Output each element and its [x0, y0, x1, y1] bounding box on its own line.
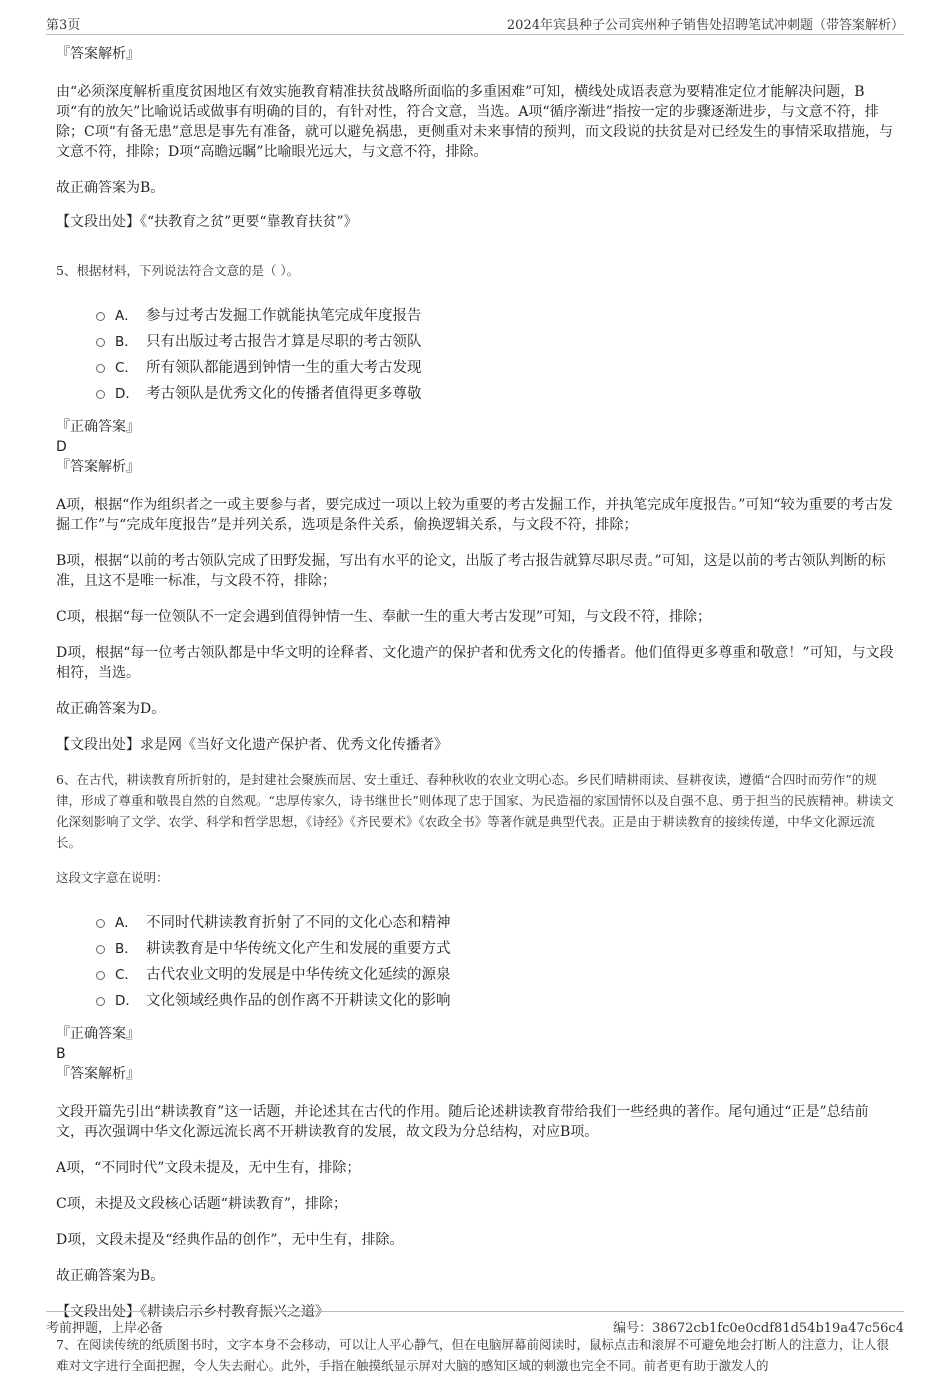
radio-icon[interactable] [96, 945, 105, 954]
radio-icon[interactable] [96, 364, 105, 373]
q5-analysis-b: B项，根据“以前的考古领队完成了田野发掘，写出有水平的论文，出版了考古报告就算尽职尽责。”可知，这是以前的考古领队判断的标准，且这不是唯一标准，与文段不符，排除； [56, 553, 886, 589]
q5-option-d[interactable] [96, 381, 894, 407]
q5-correct-answer: D [56, 439, 67, 455]
q6-correct-answer: B [56, 1046, 66, 1062]
q5-option-c[interactable] [96, 355, 894, 381]
q5-options [96, 303, 894, 407]
document-id: 编号：38672cb1fc0e0cdf81d54b19a47c56c4 [613, 1321, 904, 1336]
q6-analysis-a: A项，“不同时代”文段未提及，无中生有，排除； [56, 1160, 361, 1176]
q5-analysis-d: D项，根据“每一位考古领队都是中华文明的诠释者、文化遗产的保护者和优秀文化的传播者。他们值得更多尊重和敬意！”可知，与文段相符，当选。 [56, 645, 894, 681]
option-letter: C． [115, 967, 138, 983]
option-text: 文化领域经典作品的创作离不开耕读文化的影响 [146, 993, 451, 1009]
q6-analysis-label: 『答案解析』 [56, 1066, 140, 1082]
option-text: 考古领队是优秀文化的传播者值得更多尊敬 [146, 386, 422, 402]
q5-option-a[interactable] [96, 303, 894, 329]
q5-analysis-c: C项，根据“每一位领队不一定会遇到值得钟情一生、奉献一生的重大考古发现”可知，与文段不符，排除； [56, 609, 712, 625]
footer-slogan: 考前押题，上岸必备 [46, 1321, 164, 1336]
radio-icon[interactable] [96, 338, 105, 347]
q4-source: 【文段出处】《“扶教育之贫”更要“靠教育扶贫”》 [56, 214, 358, 230]
q6-analysis-c: C项，未提及文段核心话题“耕读教育”，排除； [56, 1196, 348, 1212]
document-body [56, 44, 894, 1388]
radio-icon[interactable] [96, 919, 105, 928]
q4-conclusion: 故正确答案为B。 [56, 180, 165, 196]
q4-analysis: 由“必须深度解析重度贫困地区有效实施教育精准扶贫战略所面临的多重困难”可知，横线处成语表意为要精准定位才能解决问题，B项“有的放矢”比喻说话或做事有明确的目的，有针对性，符合文意，当选。A项“循序渐进”指按一定的步骤逐渐进步，与文意不符，排除；C项“有备无患”意思是事先有准备，就可以避免祸患，更侧重对未来事情的预判，而文段说的扶贫是对已经发生的事情采取措施，与文意不符，排除；D项“高瞻远瞩”比喻眼光远大，与文意不符，排除。 [56, 84, 894, 160]
q6-option-c[interactable] [96, 962, 894, 988]
option-letter: A． [115, 308, 138, 324]
page-number: 第3页 [46, 18, 81, 33]
q6-option-d[interactable] [96, 988, 894, 1014]
option-letter: D． [115, 993, 139, 1009]
option-letter: A． [115, 915, 138, 931]
radio-icon[interactable] [96, 312, 105, 321]
option-letter: C． [115, 360, 138, 376]
q5-question: 5、根据材料，下列说法符合文意的是（ ）。 [56, 263, 300, 278]
page-footer [46, 1311, 904, 1339]
q5-source: 【文段出处】求是网《当好文化遗产保护者、优秀文化传播者》 [56, 737, 448, 753]
option-text: 所有领队都能遇到钟情一生的重大考古发现 [146, 360, 422, 376]
q6-source: 【文段出处】《耕读启示乡村教育振兴之道》 [56, 1304, 329, 1320]
q5-option-b[interactable] [96, 329, 894, 355]
radio-icon[interactable] [96, 971, 105, 980]
q6-options [96, 910, 894, 1014]
radio-icon[interactable] [96, 997, 105, 1006]
option-text: 古代农业文明的发展是中华传统文化延续的源泉 [146, 967, 451, 983]
radio-icon[interactable] [96, 390, 105, 399]
option-text: 只有出版过考古报告才算是尽职的考古领队 [146, 334, 422, 350]
option-letter: D． [115, 386, 139, 402]
q7-passage: 7、在阅读传统的纸质图书时，文字本身不会移动，可以让人平心静气，但在电脑屏幕前阅读时，鼠标点击和滚屏不可避免地会打断人的注意力，让人很难对文字进行全面把握，令人失去耐心。此外，手指在触摸纸显示屏对大脑的感知区域的刺激也完全不同。前者更有助于激发人的 [56, 1337, 889, 1373]
q6-question: 这段文字意在说明： [56, 870, 169, 885]
q6-option-a[interactable] [96, 910, 894, 936]
q6-analysis-main: 文段开篇先引出“耕读教育”这一话题，并论述其在古代的作用。随后论述耕读教育带给我们一些经典的著作。尾句通过“正是”总结前文，再次强调中华文化源远流长离不开耕读教育的发展，故文段为分总结构，对应B项。 [56, 1104, 869, 1140]
q6-option-b[interactable] [96, 936, 894, 962]
option-letter: B． [115, 334, 138, 350]
q6-conclusion: 故正确答案为B。 [56, 1268, 165, 1284]
q5-analysis-a: A项，根据“作为组织者之一或主要参与者，要完成过一项以上较为重要的考古发掘工作，并执笔完成年度报告。”可知“较为重要的考古发掘工作”与“完成年度报告”是并列关系，选项是条件关系，偷换逻辑关系，与文段不符，排除； [56, 497, 893, 533]
q6-passage: 6、在古代，耕读教育所折射的，是封建社会聚族而居、安土重迁、春种秋收的农业文明心态。乡民们晴耕雨读、昼耕夜读，遵循“合四时而劳作”的规律，形成了尊重和敬畏自然的自然观。“忠厚传家久，诗书继世长”则体现了忠于国家、为民造福的家国情怀以及自强不息、勇于担当的民族精神。耕读文化深刻影响了文学、农学、科学和哲学思想，《诗经》《齐民要术》《农政全书》等著作就是典型代表。正是由于耕读教育的接续传递，中华文化源远流长。 [56, 772, 894, 850]
q4-analysis-label: 『答案解析』 [56, 46, 140, 62]
option-letter: B． [115, 941, 138, 957]
q6-correct-label: 『正确答案』 [56, 1026, 140, 1042]
option-text: 参与过考古发掘工作就能执笔完成年度报告 [146, 308, 422, 324]
page-header [46, 14, 904, 35]
q6-analysis-d: D项，文段未提及“经典作品的创作”，无中生有，排除。 [56, 1232, 404, 1248]
option-text: 不同时代耕读教育折射了不同的文化心态和精神 [146, 915, 451, 931]
document-title: 2024年宾县种子公司宾州种子销售处招聘笔试冲刺题（带答案解析） [506, 18, 904, 33]
q5-correct-label: 『正确答案』 [56, 419, 140, 435]
option-text: 耕读教育是中华传统文化产生和发展的重要方式 [146, 941, 451, 957]
q5-analysis-label: 『答案解析』 [56, 459, 140, 475]
q5-conclusion: 故正确答案为D。 [56, 701, 166, 717]
